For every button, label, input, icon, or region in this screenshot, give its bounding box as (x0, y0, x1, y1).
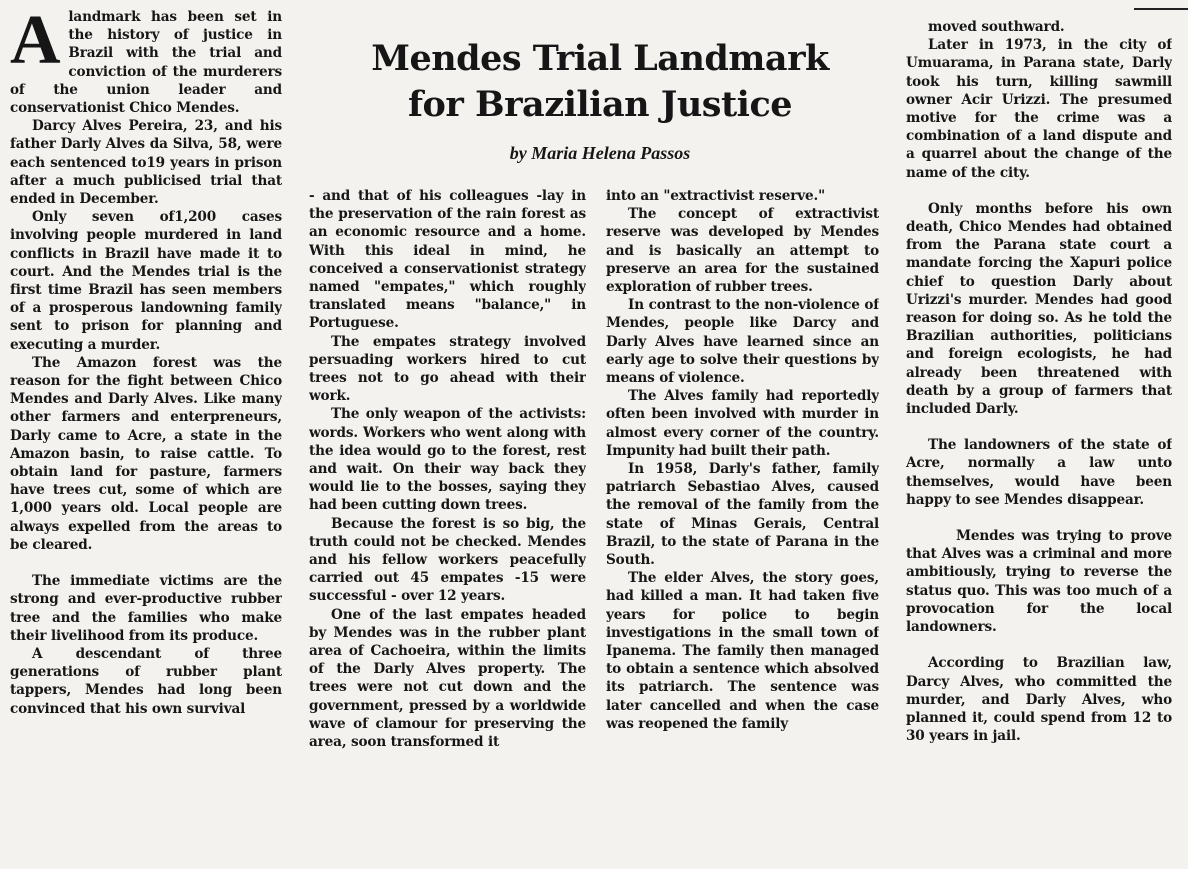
paragraph: The immediate victims are the strong and ever-productive rubber tree and the families who make their livelihood from its produce. (10, 573, 282, 644)
paragraph: The empates strategy involved persuading workers hired to cut trees not to go ahead with their work. (309, 333, 586, 405)
paragraph: In 1958, Darly's father, family patriarch Sebastiao Alves, caused the removal of the family from the state of Minas Gerais, Central Brazil, to the state of Parana in the South. (606, 461, 879, 569)
paragraph (10, 8, 282, 117)
paragraph: Mendes was trying to prove that Alves was a criminal and more ambitiously, trying to reverse the status quo. This was too much of a provocation for the local landowners. (906, 528, 1172, 636)
column-1 (10, 8, 282, 864)
paragraph: Because the forest is so big, the truth could not be checked. Mendes and his fellow workers peacefully carried out 45 empates -15 were successful - over 12 years. (309, 515, 586, 605)
paragraph: One of the last empates headed by Mendes was in the rubber plant area of Cachoeira, within the limits of the Darly Alves property. The trees were not cut down and the government, pressed by a worldwide wave of clamour for preserving the area, soon transformed it (309, 606, 586, 751)
headline-line-2: for Brazilian Justice (407, 84, 793, 125)
column-4 (906, 18, 1172, 864)
paragraph: - and that of his colleagues -lay in the preservation of the rain forest as an economic resource and a home. With this ideal in mind, he conceived a conservationist strategy named "empates," which roughly translated means "balance," in Portuguese. (309, 188, 586, 332)
paragraph: Darcy Alves Pereira, 23, and his father Darly Alves da Silva, 58, were each sentenced to19 years in prison after a much publicised trial that ended in December. (10, 118, 282, 208)
paragraph: The concept of extractivist reserve was developed by Mendes and is basically an attempt to preserve an area for the sustained exploration of rubber trees. (606, 206, 879, 296)
paragraph: Later in 1973, in the city of Umuarama, in Parana state, Darly took his turn, killing sawmill owner Acir Urizzi. The presumed motive for the crime was a combination of a land dispute and a quarrel about the change of the name of the city. (906, 37, 1172, 181)
paragraph: The elder Alves, the story goes, had killed a man. It had taken five years for police to begin investigations in the small town of Ipanema. The family then managed to obtain a sentence which absolved its patriarch. The sentence was later cancelled and when the case was reopened the family (606, 570, 879, 732)
paragraph: The landowners of the state of Acre, normally a law unto themselves, would have been happy to see Mendes disappear. (906, 437, 1172, 508)
paragraph: In contrast to the non-violence of Mendes, people like Darcy and Darly Alves have learned since an early age to solve their questions by means of violence. (606, 297, 879, 387)
paragraph: Only seven of1,200 cases involving people murdered in land conflicts in Brazil have made it to court. And the Mendes trial is the first time Brazil has seen members of a prosperous landowning family sent to prison for planning and executing a murder. (10, 209, 282, 353)
headline-line-1: Mendes Trial Landmark (371, 38, 829, 79)
paragraph: into an "extractivist reserve." (606, 188, 826, 204)
paragraph: Only months before his own death, Chico Mendes had obtained from the Parana state court a mandate forcing the Xapuri police chief to question Darly about Urizzi's murder. Mendes had good reason for doing so. As he told the Brazilian authorities, politicians and foreign ecologists, he had already been threatened with death by a group of farmers that included Darly. (906, 200, 1172, 418)
paragraph: The Amazon forest was the reason for the fight between Chico Mendes and Darly Alves. Like many other farmers and enterpreneurs, Darly came to Acre, a state in the Amazon basin, to raise cattle. To obtain land for pasture, farmers have trees cut, some of which are 1,000 years old. Local people are always expelled from the areas to be cleared. (10, 354, 282, 553)
paragraph: A descendant of three generations of rubber plant tappers, Mendes had long been convinced that his own survival (10, 645, 282, 717)
top-rule (1134, 8, 1188, 10)
paragraph: The Alves family had reportedly often been involved with murder in almost every corner of the country. Impunity had built their path. (606, 388, 879, 459)
column-2 (309, 187, 586, 863)
column-3 (606, 187, 879, 863)
paragraph: According to Brazilian law, Darcy Alves, who committed the murder, and Darly Alves, who planned it, could spend from 12 to 30 years in jail. (906, 655, 1172, 745)
headline (300, 36, 900, 128)
byline: by Maria Helena Passos (509, 143, 691, 163)
paragraph-text: landmark has been set in the history of justice in Brazil with the trial and conviction of the murderers of the union leader and conservationist Chico Mendes. (10, 9, 282, 117)
paragraph: The only weapon of the activists: words. Workers who went along with the idea would go to the forest, rest and wait. On their way back they would lie to the bosses, saying they had been cutting down trees. (309, 406, 586, 514)
paragraph: moved southward. (928, 19, 1065, 35)
drop-cap: A (10, 8, 61, 79)
